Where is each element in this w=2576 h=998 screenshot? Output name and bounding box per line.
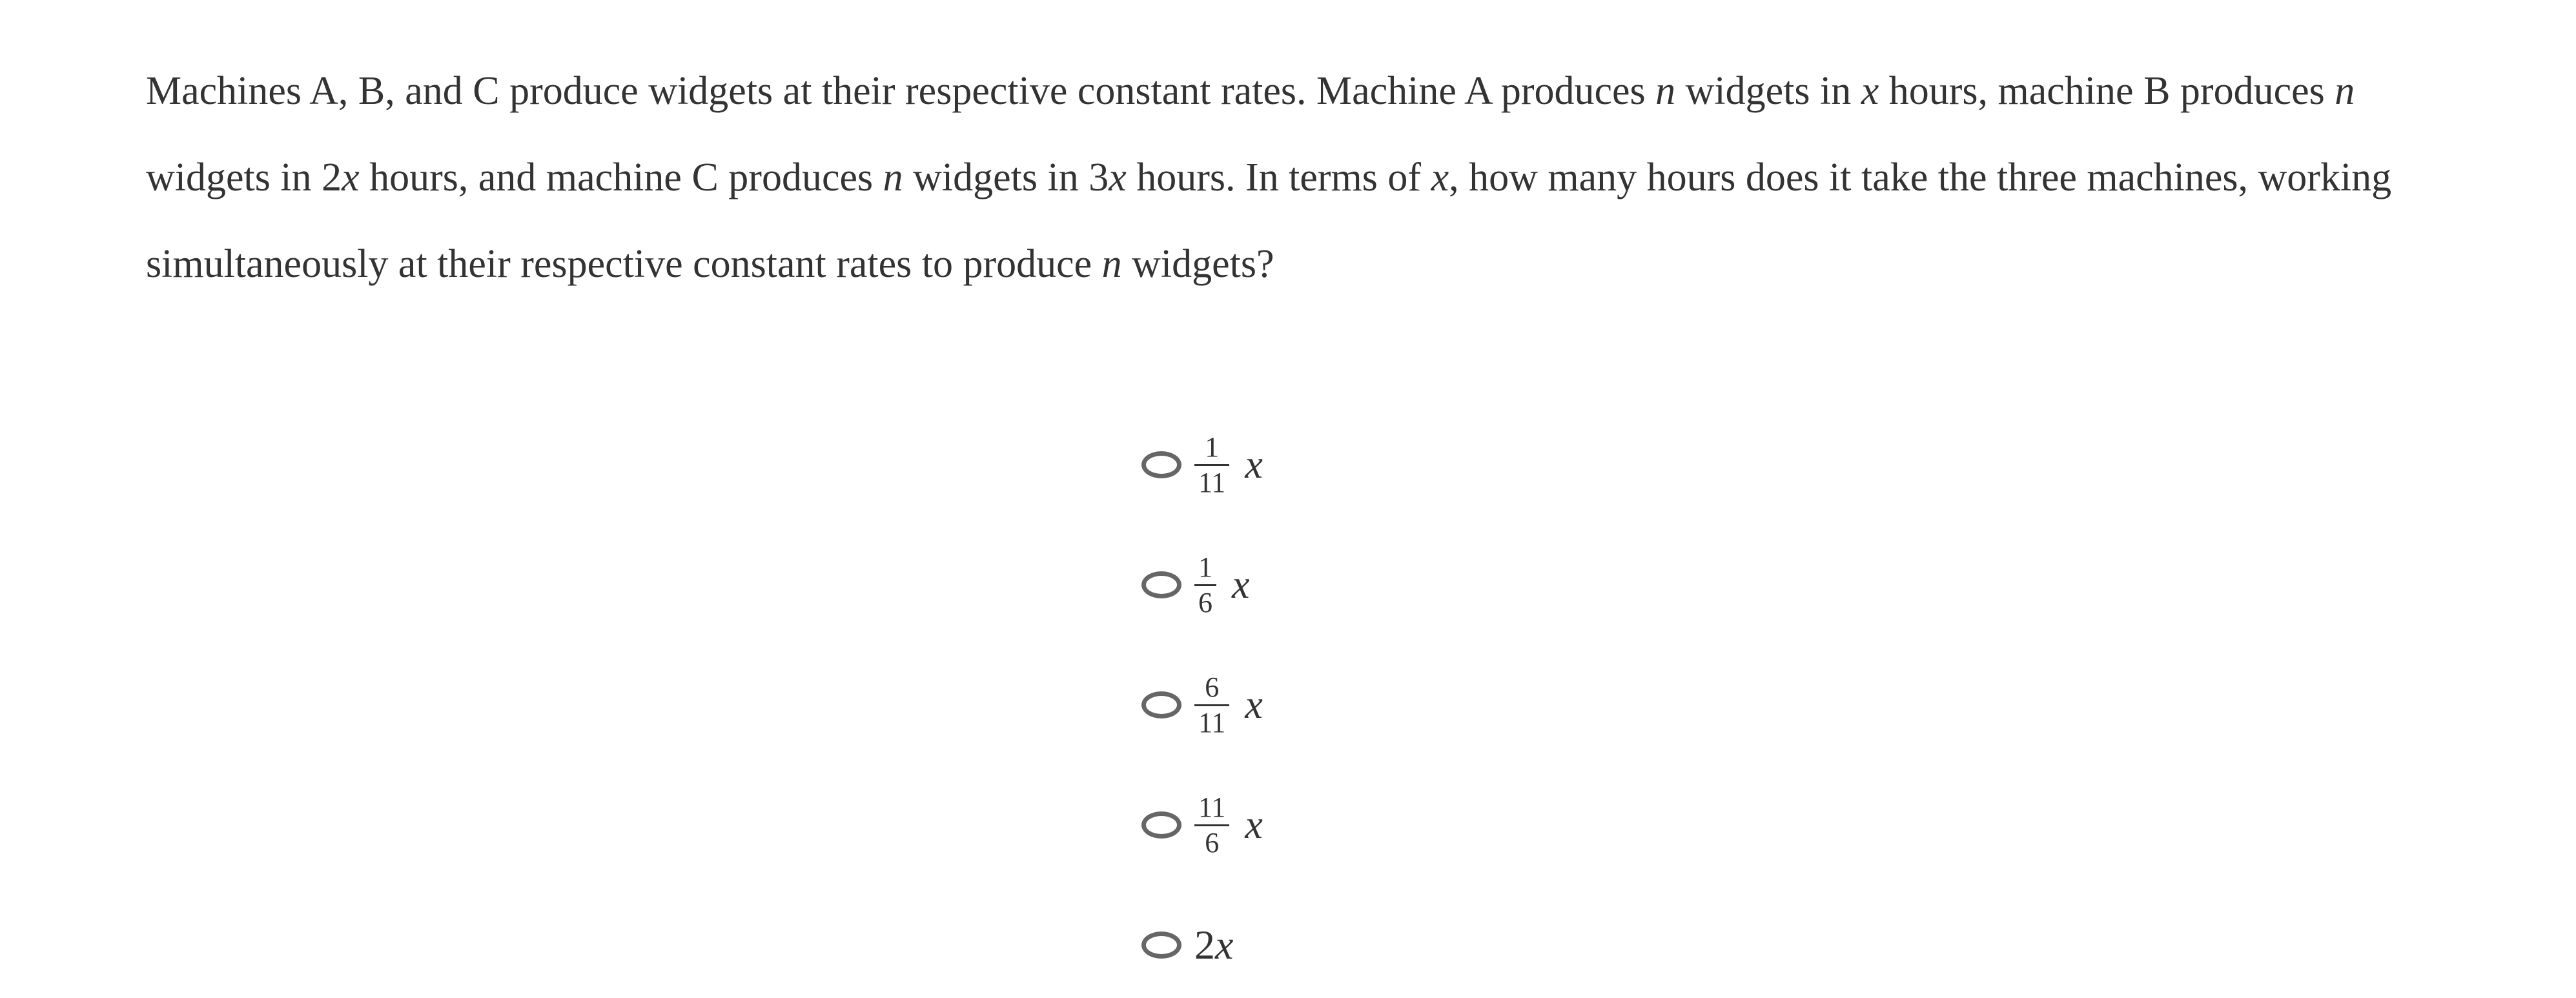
math-coefficient: 2: [322, 156, 342, 199]
fraction-denominator: 11: [1198, 466, 1226, 498]
radio-button[interactable]: [1141, 932, 1181, 959]
fraction-numerator: 1: [1198, 551, 1212, 583]
math-variable: x: [1232, 562, 1250, 607]
fraction-denominator: 11: [1198, 706, 1226, 738]
radio-button[interactable]: [1141, 691, 1181, 718]
question-text-part: widgets?: [1121, 242, 1274, 286]
math-variable: x: [1245, 682, 1263, 727]
math-variable: x: [1861, 69, 1879, 113]
fraction-numerator: 1: [1205, 431, 1220, 463]
fraction: [1194, 673, 1229, 737]
answer-option-1[interactable]: [1141, 426, 1263, 504]
radio-button[interactable]: [1141, 811, 1181, 839]
question-text-part: hours, machine B produces: [1879, 69, 2335, 113]
math-variable: n: [1101, 242, 1122, 286]
question-text-part: hours, and machine C produces: [359, 156, 883, 199]
option-expression: [1194, 921, 1233, 969]
math-variable: x: [1245, 802, 1263, 847]
question-text-part: , how many hours does it take the three machines, working simultaneously at their respective constant rates to produce: [146, 156, 2392, 286]
question-text-part: widgets in: [903, 156, 1089, 199]
question-text: [146, 48, 2444, 307]
fraction-numerator: 6: [1205, 671, 1220, 703]
fraction: [1194, 553, 1216, 617]
radio-button[interactable]: [1141, 451, 1181, 478]
math-variable: x: [1431, 156, 1449, 199]
fraction: [1194, 793, 1229, 857]
question-text-part: widgets in: [146, 156, 322, 199]
math-coefficient: 2: [1194, 922, 1215, 968]
radio-button[interactable]: [1141, 571, 1181, 598]
answer-option-4[interactable]: [1141, 786, 1263, 864]
math-variable: x: [1245, 442, 1263, 487]
fraction-denominator: 6: [1198, 586, 1212, 618]
fraction-numerator: 11: [1198, 791, 1226, 823]
fraction: [1194, 433, 1229, 497]
math-variable: x: [1215, 922, 1234, 968]
math-variable: n: [2335, 69, 2355, 113]
question-text-part: widgets in: [1675, 69, 1861, 113]
question-text-part: Machines A, B, and C produce widgets at their respective constant rates. Machine A produces: [146, 69, 1656, 113]
math-variable: n: [1655, 69, 1676, 113]
math-variable: n: [883, 156, 903, 199]
math-variable: x: [342, 156, 360, 199]
question-text-part: hours. In terms of: [1126, 156, 1431, 199]
answer-option-5[interactable]: [1141, 906, 1233, 984]
answer-option-3[interactable]: [1141, 666, 1263, 744]
answer-option-2[interactable]: [1141, 546, 1250, 624]
math-coefficient: 3: [1089, 156, 1109, 199]
fraction-denominator: 6: [1205, 826, 1220, 859]
math-variable: x: [1109, 156, 1127, 199]
